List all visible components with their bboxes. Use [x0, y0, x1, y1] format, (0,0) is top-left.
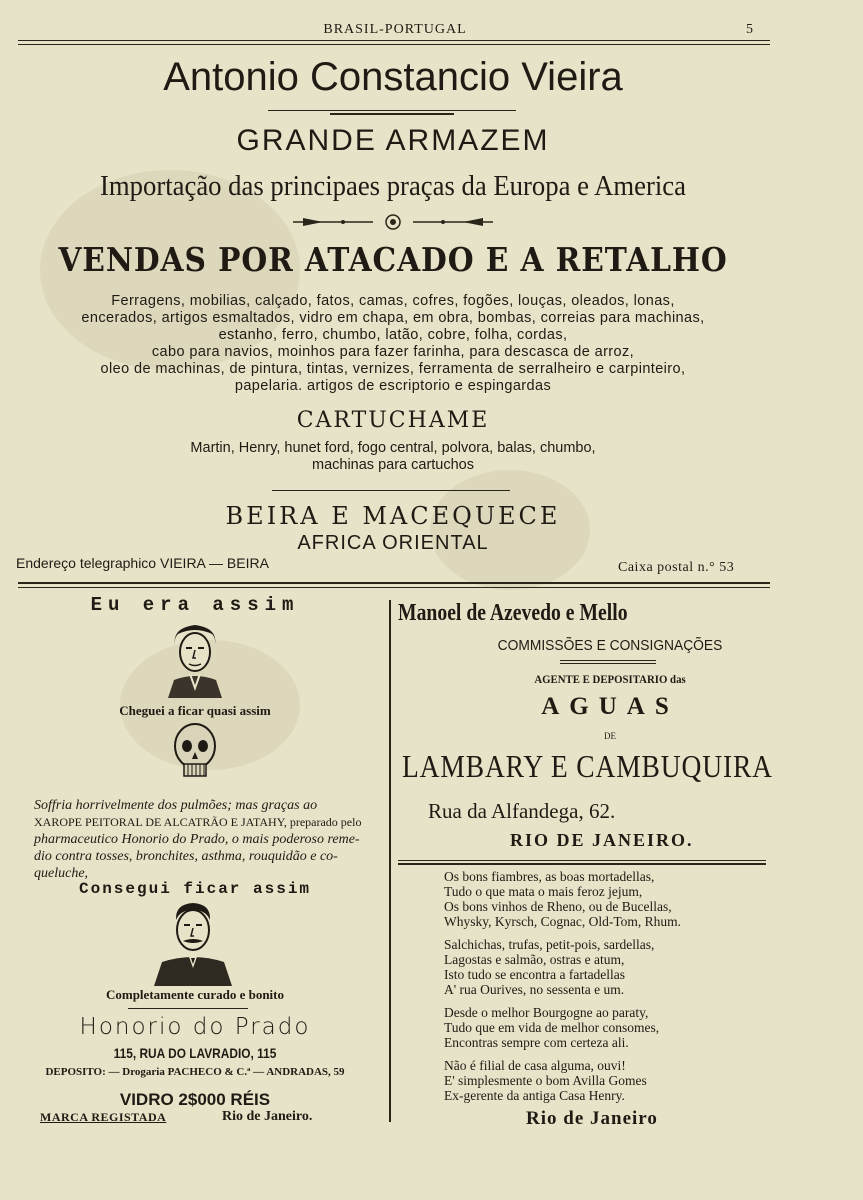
cartridges-line: machinas para cartuchos — [312, 457, 474, 473]
goods-line: papelaria. artigos de escriptorio e espingardas — [234, 378, 552, 394]
section-rule — [18, 582, 770, 584]
goods-line: estanho, ferro, chumbo, latão, cobre, folha, cordas, — [218, 327, 568, 343]
poem-line: Os bons fiambres, as boas mortadellas, — [444, 869, 655, 884]
poem-line: Desde o melhor Bourgogne ao paraty, — [444, 1005, 649, 1020]
goods-line: encerados, artigos esmaltados, vidro em chapa, em obra, bombas, correias para machinas, — [81, 310, 705, 326]
waters: AGUAS — [541, 693, 679, 720]
right-city: RIO DE JANEIRO. — [510, 830, 694, 850]
poem-line: Tudo que em vida de melhor consomes, — [444, 1020, 660, 1035]
telegraph-address: Endereço telegraphico VIEIRA — BEIRA — [16, 555, 269, 571]
syrup-line: dio contra tosses, bronchites, asthma, rouquidão e co- — [34, 849, 338, 864]
divider — [560, 663, 656, 664]
syrup-line: XAROPE PEITORAL DE ALCATRÃO E JATAHY, preparado pelo — [34, 815, 362, 829]
trademark: MARCA REGISTADA — [40, 1110, 167, 1124]
divider — [398, 860, 766, 861]
ornament — [0, 212, 786, 237]
poem — [444, 869, 764, 1103]
caption-1: Cheguei a ficar quasi assim — [119, 703, 271, 718]
agent-line: AGENTE E DEPOSITARIO das — [534, 672, 686, 686]
goods-line: oleo de machinas, de pintura, tintas, vernizes, ferramenta de serralheiro e carpinteiro, — [100, 361, 686, 377]
price: VIDRO 2$000 RÉIS — [119, 1090, 271, 1109]
goods-list — [0, 293, 786, 395]
cartridges-title: CARTUCHAME — [296, 408, 490, 433]
poem-line: Isto tudo se encontra a fartadellas — [444, 967, 626, 982]
poem-line: A' rua Ourives, no sessenta e um. — [444, 982, 625, 997]
poem-line: Ex-gerente da antiga Casa Henry. — [444, 1088, 625, 1103]
region: AFRICA ORIENTAL — [297, 532, 489, 554]
syrup-description — [34, 797, 384, 882]
sales-banner: VENDAS POR ATACADO E A RETALHO — [58, 240, 728, 279]
portrait-sick-man — [160, 620, 230, 698]
right-footer: Rio de Janeiro — [526, 1108, 658, 1129]
goods-line: Ferragens, mobilias, calçado, fatos, camas, cofres, fogões, louças, oleados, lonas, — [111, 293, 675, 309]
import-line: Importação das principaes praças da Europa e America — [100, 170, 686, 202]
journal-title: BRASIL-PORTUGAL — [323, 22, 467, 37]
right-merchant: Manoel de Azevedo e Mello — [398, 600, 628, 626]
street-address: Rua da Alfandega, 62. — [428, 799, 616, 823]
column-divider — [389, 600, 391, 1122]
cartridges-list — [0, 440, 786, 474]
syrup-line: queluche, — [34, 866, 89, 881]
syrup-line: Soffria horrivelmente dos pulmões; mas graças ao — [34, 798, 318, 813]
right-business: COMMISSÕES E CONSIGNAÇÕES — [497, 637, 723, 654]
poem-line — [444, 1050, 764, 1058]
cartridges-line: Martin, Henry, hunet ford, fogo central, polvora, balas, chumbo, — [190, 440, 596, 456]
poem-line: Tudo o que mata o mais feroz jejum, — [444, 884, 643, 899]
poem-line: Salchichas, trufas, petit-pois, sardellas, — [444, 937, 655, 952]
divider — [272, 490, 510, 491]
caption-2: Completamente curado e bonito — [105, 987, 284, 1002]
poem-line: Whysky, Kyrsch, Cognac, Old-Tom, Rhum. — [444, 914, 682, 929]
poem-line — [444, 997, 764, 1005]
brand-address: 115, RUA DO LAVRADIO, 115 — [113, 1045, 277, 1061]
poem-line: Encontras sempre com certeza ali. — [444, 1035, 629, 1050]
po-box: Caixa postal n.° 53 — [618, 560, 735, 575]
divider — [128, 1008, 248, 1009]
brand-name: Honorio do Prado — [79, 1014, 311, 1040]
poem-line — [444, 929, 764, 937]
poem-line: Os bons vinhos de Rheno, ou de Bucellas, — [444, 899, 672, 914]
left-heading: Eu era assim — [90, 594, 300, 616]
deposit-line: DEPOSITO: — Drogaria PACHECO & C.ª — ANDRADAS, 59 — [45, 1066, 345, 1078]
skull-icon — [170, 722, 220, 782]
poem-line: E' simplesmente o bom Avilla Gomes — [444, 1073, 647, 1088]
section-rule — [18, 587, 770, 588]
header-rule — [18, 44, 770, 45]
poem-line: Não é filial de casa alguma, ouvi! — [444, 1058, 626, 1073]
ornament-icon — [283, 212, 503, 232]
location: BEIRA E MACEQUECE — [225, 502, 561, 530]
divider — [330, 113, 454, 115]
portrait-healthy-man — [150, 898, 236, 986]
divider — [398, 863, 766, 865]
header-rule — [18, 40, 770, 41]
left-heading-2: Consegui ficar assim — [78, 880, 312, 898]
springs: LAMBARY E CAMBUQUIRA — [402, 748, 773, 784]
paper-stain — [430, 470, 590, 590]
syrup-line: pharmaceutico Honorio do Prado, o mais poderoso reme- — [34, 832, 360, 847]
divider — [560, 660, 656, 661]
page-number: 5 — [746, 22, 753, 37]
de-label: DE — [604, 731, 616, 741]
store-name: GRANDE ARMAZEM — [236, 124, 550, 157]
poem-line: Lagostas e salmão, ostras e atum, — [444, 952, 625, 967]
divider — [268, 110, 516, 111]
left-city: Rio de Janeiro. — [222, 1109, 313, 1124]
goods-line: cabo para navios, moinhos para fazer farinha, para descasca de arroz, — [151, 344, 635, 360]
merchant-name: Antonio Constancio Vieira — [163, 55, 623, 99]
